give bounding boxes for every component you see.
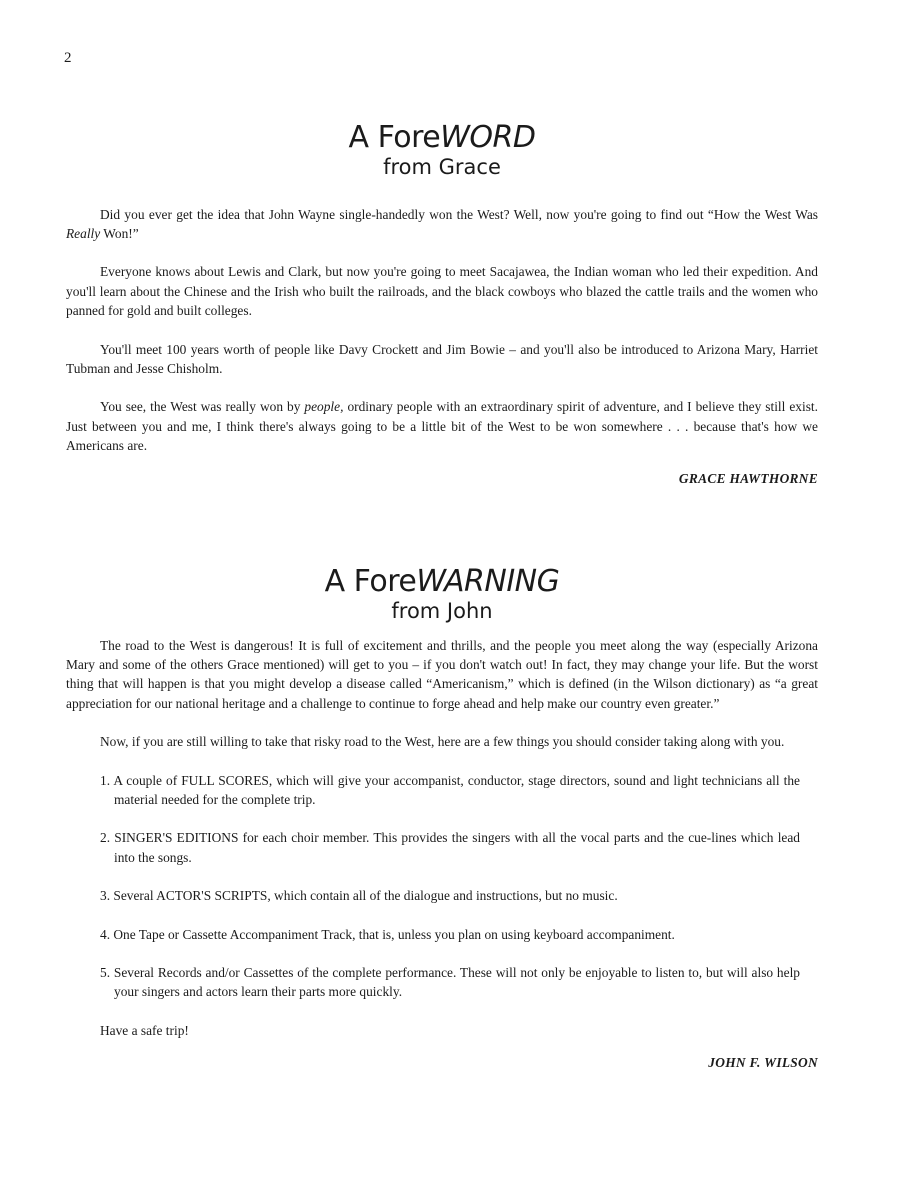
list-item: 3. Several ACTOR'S SCRIPTS, which contain all of the dialogue and instructions, but no music.	[100, 888, 618, 904]
foreword-title: A ForeWORD	[348, 120, 536, 155]
forewarning-section	[66, 566, 818, 1071]
page-number: 2	[64, 50, 72, 66]
forewarning-heading	[66, 566, 818, 622]
forewarning-signature: JOHN F. WILSON	[708, 1055, 818, 1071]
foreword-heading	[66, 122, 818, 178]
foreword-subtitle: from Grace	[383, 154, 501, 179]
foreword-paragraph: Did you ever get the idea that John Wayne single-handedly won the West? Well, now you're going to find out “How the West Was Really Won!”	[66, 206, 818, 241]
foreword-paragraph: You see, the West was really won by people, ordinary people with an extraordinary spirit of adventure, and I believe they still exist. Just between you and me, I think there's always going to be a little bit of the West to be won somewhere . . . because that's how we Americans are.	[66, 399, 818, 454]
foreword-paragraph: You'll meet 100 years worth of people like Davy Crockett and Jim Bowie – and you'll also be introduced to Arizona Mary, Harriet Tubman and Jesse Chisholm.	[66, 341, 818, 376]
foreword-signature: GRACE HAWTHORNE	[678, 470, 818, 486]
forewarning-subtitle: from John	[391, 598, 493, 623]
foreword-section	[66, 122, 818, 487]
list-item: 1. A couple of FULL SCORES, which will give your accompanist, conductor, stage directors, sound and light technicians all the material needed for the complete trip.	[100, 772, 800, 807]
forewarning-paragraph: Now, if you are still willing to take that risky road to the West, here are a few things you should consider taking along with you.	[100, 734, 785, 750]
closing-line: Have a safe trip!	[100, 1022, 189, 1038]
list-item: 5. Several Records and/or Cassettes of the complete performance. These will not only be enjoyable to listen to, but will also help your singers and actors learn their parts more quickly.	[100, 965, 800, 1000]
forewarning-paragraph: The road to the West is dangerous! It is full of excitement and thrills, and the people you meet along the way (especially Arizona Mary and some of the others Grace mentioned) will get to you – if you don't watch out! In fact, they may change your life. But the worst thing that will happen is that you might develop a disease called “Americanism,” which is defined (in the Wilson dictionary) as “a great appreciation for our national heritage and a challenge to continue to forge ahead and help make our country even greater.”	[66, 637, 818, 711]
list-item: 2. SINGER'S EDITIONS for each choir member. This provides the singers with all the vocal parts and the cue-lines which lead into the songs.	[100, 830, 800, 865]
list-item: 4. One Tape or Cassette Accompaniment Track, that is, unless you plan on using keyboard accompaniment.	[100, 926, 675, 942]
forewarning-title: A ForeWARNING	[324, 564, 560, 599]
foreword-paragraph: Everyone knows about Lewis and Clark, but now you're going to meet Sacajawea, the Indian woman who led their expedition. And you'll learn about the Chinese and the Irish who built the railroads, and the black cowboys who blazed the cattle trails and the women who panned for gold and built colleges.	[66, 264, 818, 319]
